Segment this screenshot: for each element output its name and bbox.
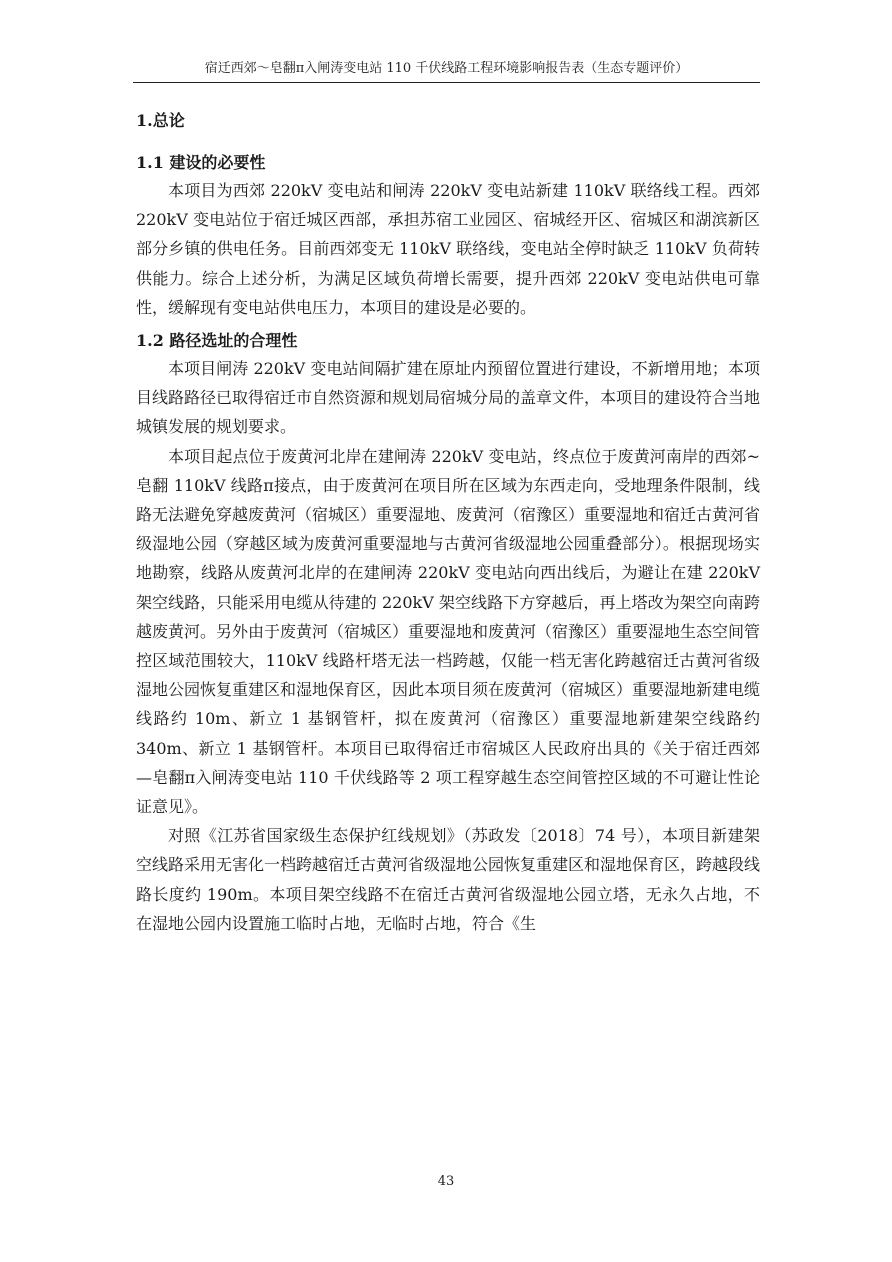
document-body <box>136 104 760 938</box>
paragraph-route-3: 对照《江苏省国家级生态保护红线规划》（苏政发〔2018〕74 号），本项目新建架空线路采用无害化一档跨越宿迁古黄河省级湿地公园恢复重建区和湿地保育区，跨越段线路长度约 190m。本项目架空线路不在宿迁古黄河省级湿地公园立塔，无永久占地，不在湿地公园内设置施工临时占地，无临时占地，符合《生 <box>136 826 761 933</box>
paragraph-route-2: 本项目起点位于废黄河北岸在建闸涛 220kV 变电站，终点位于废黄河南岸的西郊~皂翻 110kV 线路π接点，由于废黄河在项目所在区域为东西走向，受地理条件限制，线路无法避免穿越废黄河（宿城区）重要湿地、废黄河（宿豫区）重要湿地和宿迁古黄河省级湿地公园（穿越区域为废黄河重要湿地与古黄河省级湿地公园重叠部分）。根据现场实地勘察，线路从废黄河北岸的在建闸涛 220kV 变电站向西出线后，为避让在建 220kV 架空线路，只能采用电缆从待建的 220kV 架空线路下方穿越后，再上塔改为架空向南跨越废黄河。另外由于废黄河（宿城区）重要湿地和废黄河（宿豫区）重要湿地生态空间管控区域范围较大，110kV 线路杆塔无法一档跨越，仅能一档无害化跨越宿迁古黄河省级湿地公园恢复重建区和湿地保育区，因此本项目须在废黄河（宿城区）重要湿地新建电缆线路约 10m、新立 1 基钢管杆，拟在废黄河（宿豫区）重要湿地新建架空线路约 340m、新立 1 基钢管杆。本项目已取得宿迁市宿城区人民政府出具的《关于宿迁西郊—皂翻π入闸涛变电站 110 千伏线路等 2 项工程穿越生态空间管控区域的不可避让性论证意见》。 <box>136 446 761 817</box>
subsection-title-necessity: 1.1 建设的必要性 <box>136 153 266 172</box>
section-title: 1.总论 <box>136 111 185 130</box>
subsection-title-route-rationality: 1.2 路径选址的合理性 <box>136 331 298 351</box>
paragraph-route-1: 本项目闸涛 220kV 变电站间隔扩建在原址内预留位置进行建设，不新增用地；本项目线路路径已取得宿迁市自然资源和规划局宿城分局的盖章文件，本项目的建设符合当地城镇发展的规划要求。 <box>136 359 761 437</box>
running-header: 宿迁西郊～皂翻π入闸涛变电站 110 千伏线路工程环境影响报告表（生态专题评价） <box>204 61 689 76</box>
header-rule <box>133 82 760 83</box>
page-number: 43 <box>437 1174 455 1189</box>
paragraph-necessity: 本项目为西郊 220kV 变电站和闸涛 220kV 变电站新建 110kV 联络线工程。西郊 220kV 变电站位于宿迁城区西部，承担苏宿工业园区、宿城经开区、宿城区和湖滨新区部分乡镇的供电任务。目前西郊变无 110kV 联络线，变电站全停时缺乏 110kV 负荷转供能力。综合上述分析，为满足区域负荷增长需要，提升西郊 220kV 变电站供电可靠性，缓解现有变电站供电压力，本项目的建设是必要的。 <box>136 181 760 317</box>
